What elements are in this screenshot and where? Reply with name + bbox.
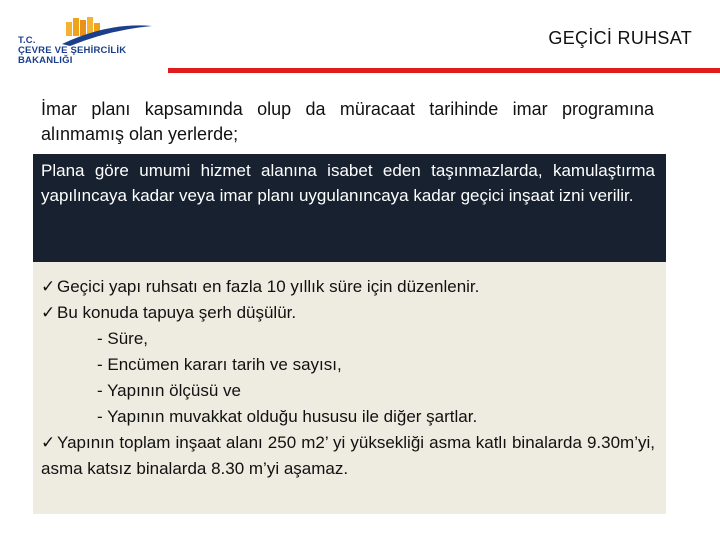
logo-line-bakanlik: BAKANLIĞI [18,55,73,66]
sub-item: - Yapının muvakkat olduğu hususu ile diğer şartlar. [97,407,478,426]
logo-line-ministry: ÇEVRE VE ŞEHİRCİLİK [18,45,127,56]
intro-text: İmar planı kapsamında olup da müracaat tarihinde imar programına alınmamış olan yerlerde; [41,99,654,144]
highlight-text: Plana göre umumi hizmet alanına isabet eden taşınmazlarda, kamulaştırma yapılıncaya kadar veya imar planı uygulanıncaya kadar geçici inşaat izni verilir. [41,161,655,205]
check-icon: ✓ [41,277,56,296]
highlight-box [33,154,666,262]
bullet-text: Geçici yapı ruhsatı en fazla 10 yıllık süre için düzenlenir. [57,277,480,296]
check-icon: ✓ [41,303,56,322]
title-divider [168,68,720,73]
sub-item: - Yapının ölçüsü ve [97,381,241,400]
sub-item: - Süre, [97,329,149,348]
bullet-text: Yapının toplam inşaat alanı 250 m2’ yi yüksekliği asma katlı binalarda 9.30m’yi, asma katsız binalarda 8.30 m’yi aşamaz. [41,433,655,478]
conditions-box [33,262,666,514]
slide-title: GEÇİCİ RUHSAT [548,28,692,48]
sub-item: - Encümen kararı tarih ve sayısı, [97,355,342,374]
ministry-logo [14,14,164,68]
bullet-item [41,300,655,326]
bullet-text: Bu konuda tapuya şerh düşülür. [57,303,297,322]
check-icon: ✓ [41,433,56,452]
bullet-item [41,274,655,300]
bullet-item [41,430,655,482]
logo-line-tc: T.C. [18,35,36,46]
